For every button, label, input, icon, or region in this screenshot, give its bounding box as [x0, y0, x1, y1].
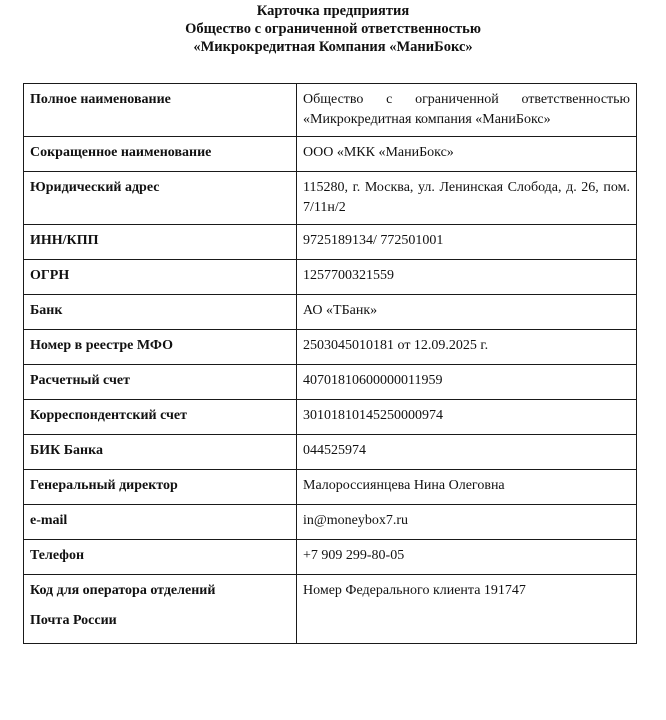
row-label: ОГРН [24, 260, 297, 295]
row-label-line: Код для оператора отделений [30, 583, 216, 598]
row-label: Расчетный счет [24, 365, 297, 400]
row-value: +7 909 299-80-05 [297, 540, 637, 575]
row-label: Банк [24, 295, 297, 330]
row-value: 9725189134/ 772501001 [297, 225, 637, 260]
document-header [0, 2, 666, 56]
row-value: ООО «МКК «МаниБокс» [297, 137, 637, 172]
document-title: Карточка предприятия [256, 3, 410, 19]
table-row [24, 330, 637, 365]
row-value: АО «ТБанк» [297, 295, 637, 330]
row-value: 1257700321559 [297, 260, 637, 295]
company-details-table [23, 83, 637, 644]
row-label [24, 575, 297, 644]
table-row [24, 84, 637, 137]
row-value: 2503045010181 от 12.09.2025 г. [297, 330, 637, 365]
table-row [24, 540, 637, 575]
table-row [24, 225, 637, 260]
row-value: 30101810145250000974 [297, 400, 637, 435]
row-label: Телефон [24, 540, 297, 575]
row-label: Сокращенное наименование [24, 137, 297, 172]
row-label: БИК Банка [24, 435, 297, 470]
row-label-line: Почта России [30, 613, 117, 628]
row-value: 115280, г. Москва, ул. Ленинская Слобода, д. 26, пом. 7/11н/2 [297, 172, 637, 225]
row-label: Юридический адрес [24, 172, 297, 225]
table-row [24, 365, 637, 400]
company-name: «Микрокредитная Компания «МаниБокс» [193, 39, 473, 55]
row-label: ИНН/КПП [24, 225, 297, 260]
row-value: Номер Федерального клиента 191747 [297, 575, 637, 644]
row-value: Малороссиянцева Нина Олеговна [297, 470, 637, 505]
row-label: Корреспондентский счет [24, 400, 297, 435]
company-form: Общество с ограниченной ответственностью [185, 21, 481, 37]
row-value: 40701810600000011959 [297, 365, 637, 400]
table-row [24, 575, 637, 644]
table-row [24, 172, 637, 225]
table-row [24, 137, 637, 172]
table-row [24, 295, 637, 330]
table-row [24, 400, 637, 435]
table-row [24, 470, 637, 505]
table-row [24, 505, 637, 540]
row-value: in@moneybox7.ru [297, 505, 637, 540]
row-label: Номер в реестре МФО [24, 330, 297, 365]
table-row [24, 435, 637, 470]
row-label: Генеральный директор [24, 470, 297, 505]
row-label: e-mail [24, 505, 297, 540]
table-row [24, 260, 637, 295]
row-value: 044525974 [297, 435, 637, 470]
row-label: Полное наименование [24, 84, 297, 137]
row-value: Общество с ограниченной ответственностью «Микрокредитная компания «МаниБокс» [297, 84, 637, 137]
